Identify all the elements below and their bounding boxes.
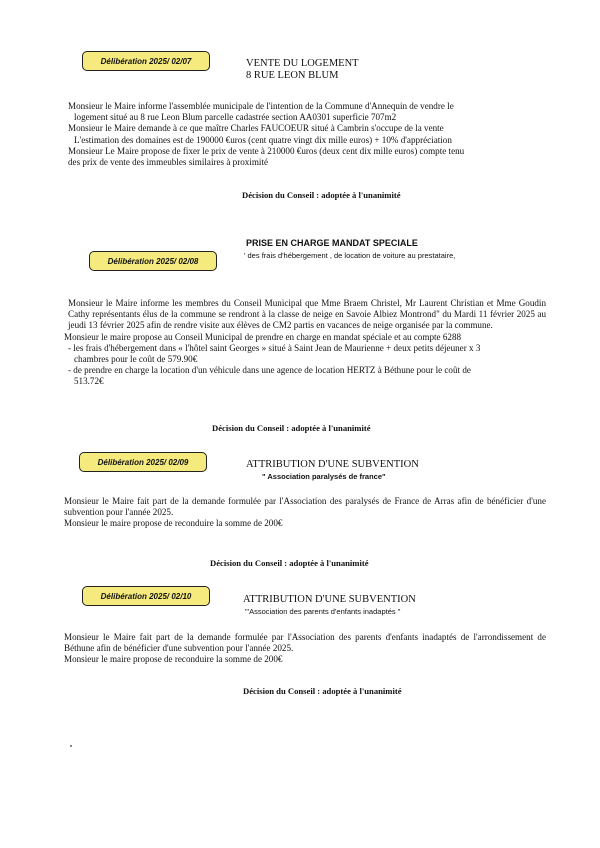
- text-line: - les frais d'hébergement dans « l'hôtel saint Georges » situé à Saint Jean de Maurienne + deux petits déjeuner x 3: [68, 342, 481, 353]
- deliberation-badge-0210: Délibération 2025/ 02/10: [82, 586, 210, 606]
- section-title-vente: [246, 58, 359, 82]
- text-line: L'estimation des domaines est de 190000 €uros (cent quatre vingt dix mille euros) + 10% d'appréciation: [74, 134, 452, 145]
- section-subtitle-mandat: ' des frais d'hébergement , de location de voiture au prestataire,: [244, 251, 456, 260]
- section-title-mandat: PRISE EN CHARGE MANDAT SPECIALE: [246, 238, 418, 248]
- text-line: des prix de vente des immeubles similaires à proximité: [68, 157, 269, 168]
- section-title-subvention-1: ATTRIBUTION D'UNE SUBVENTION: [246, 459, 419, 470]
- text-line: Monsieur le Maire informe l'assemblée municipale de l'intention de la Commune d'Annequin de vendre le: [68, 101, 454, 111]
- scan-speck: [70, 745, 72, 747]
- section-subtitle-apei: "'Association des parents d'enfants inadaptés ": [245, 607, 401, 616]
- section-title-subvention-2: ATTRIBUTION D'UNE SUBVENTION: [243, 594, 416, 605]
- text-line: logement situé au 8 rue Leon Blum parcelle cadastrée section AA0301 superficie 707m2: [74, 112, 397, 123]
- deliberation-badge-0207: Délibération 2025/ 02/07: [82, 51, 210, 71]
- paragraph-vente: [68, 101, 546, 168]
- text-line: - de prendre en charge la location d'un véhicule dans une agence de location HERTZ à Béthune pour le coût de: [68, 365, 471, 376]
- text-paragraph: Monsieur le Maire informe les membres du Conseil Municipal que Mme Braem Christel, Mr Laurent Christian et Mme Goudin Cathy représentants élus de la commune se rendront à la classe de neige en Savoie Albiez Montrond" du Mardi 11 février 2025 au jeudi 13 février 2025 afin de rendre visite aux élèves de CM2 partis en vacances de neige organisée par la commune.: [68, 298, 546, 331]
- decision-0208: Décision du Conseil : adoptée à l'unanimité: [212, 423, 371, 433]
- text-line: Monsieur le maire propose au Conseil Municipal de prendre en charge en mandat spéciale et au compte 6288: [64, 331, 462, 342]
- text-line: Monsieur le maire propose de reconduire la somme de 200€: [64, 654, 283, 665]
- text-line: Monsieur le maire propose de reconduire la somme de 200€: [64, 518, 283, 529]
- paragraph-subvention-1: [64, 496, 546, 530]
- deliberation-badge-0209: Délibération 2025/ 02/09: [79, 452, 207, 472]
- paragraph-subvention-2: [64, 632, 546, 666]
- text-paragraph: Monsieur le Maire fait part de la demande formulée par l'Association des paralysés de France de Arras afin de bénéficier d'une subvention pour l'année 2025.: [64, 496, 546, 518]
- section-subtitle-apf: " Association paralysés de france": [262, 472, 386, 481]
- title-line-1: VENTE DU LOGEMENT: [246, 58, 359, 69]
- text-paragraph: Monsieur le Maire fait part de la demande formulée par l'Association des parents d'enfants inadaptés de l'arrondissement de Béthune afin de bénéficier d'une subvention pour l'année 2025.: [64, 632, 546, 654]
- decision-0209: Décision du Conseil : adoptée à l'unanimité: [210, 558, 369, 568]
- deliberation-badge-0208: Délibération 2025/ 02/08: [89, 251, 217, 271]
- text-line: Monsieur le Maire demande à ce que maître Charles FAUCOEUR situé à Cambrin s'occupe de la vente: [68, 123, 444, 134]
- title-line-2: 8 RUE LEON BLUM: [246, 70, 339, 81]
- paragraph-mandat: [64, 298, 546, 388]
- decision-0210: Décision du Conseil : adoptée à l'unanimité: [243, 686, 402, 696]
- decision-0207: Décision du Conseil : adoptée à l'unanimité: [242, 190, 401, 200]
- text-line: 513.72€: [74, 376, 104, 387]
- text-line: Monsieur Le Maire propose de fixer le prix de vente à 210000 €uros (deux cent dix mille euros) compte tenu: [68, 145, 465, 156]
- text-line: chambres pour le coût de 579.90€: [74, 354, 198, 365]
